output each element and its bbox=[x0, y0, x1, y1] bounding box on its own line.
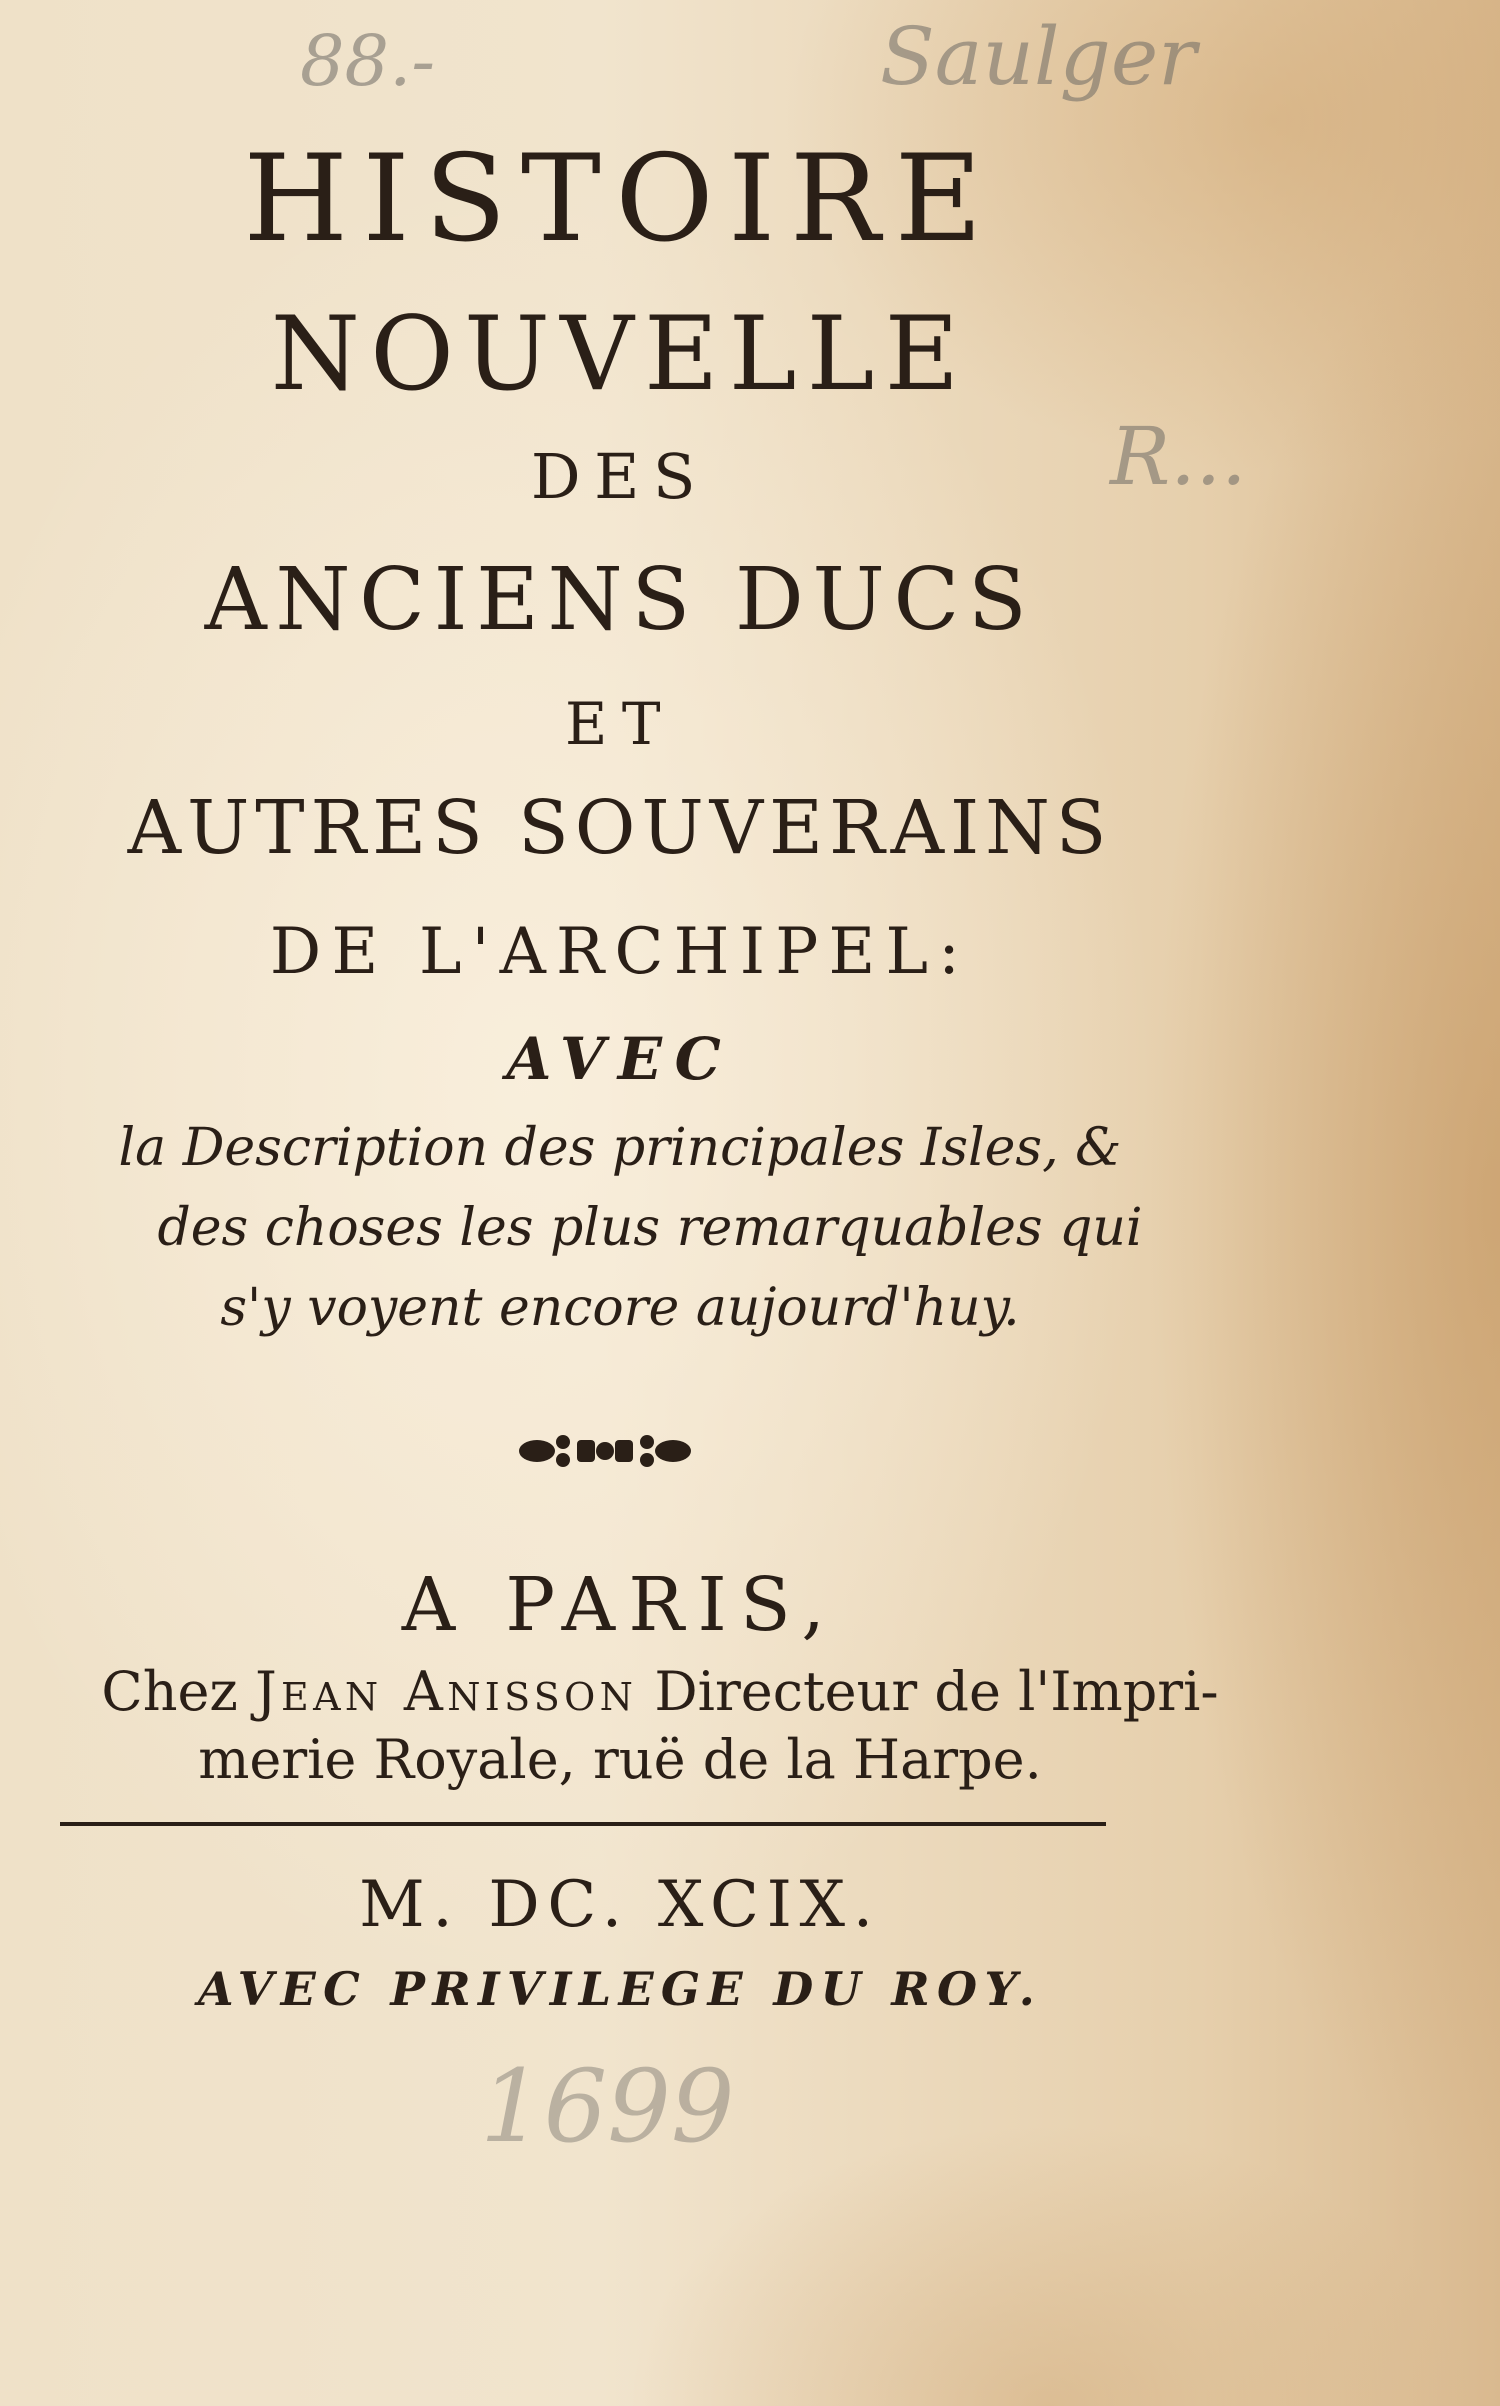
imprint-place: A PARIS, bbox=[401, 1562, 839, 1648]
subtitle-line-2: des choses les plus remarquables qui bbox=[157, 1198, 1143, 1258]
publisher-name: Jean Anisson bbox=[255, 1660, 638, 1723]
ornament-icon bbox=[515, 1426, 695, 1476]
title-histoire: HISTOIRE bbox=[243, 130, 997, 269]
title-et: ET bbox=[564, 690, 676, 758]
title-autres-souverains: AUTRES SOUVERAINS bbox=[127, 785, 1113, 871]
subtitle-line-3: s'y voyent encore aujourd'huy. bbox=[220, 1278, 1020, 1338]
publisher-prefix: Chez bbox=[101, 1660, 238, 1723]
pencil-margin-note: R... bbox=[1110, 410, 1247, 503]
title-anciens-ducs: ANCIENS DUCS bbox=[204, 550, 1036, 650]
pencil-year: 1699 bbox=[480, 2048, 735, 2165]
imprint-publisher bbox=[40, 1660, 1280, 1723]
title-nouvelle: NOUVELLE bbox=[270, 295, 970, 414]
title-archipel: DE L'ARCHIPEL: bbox=[269, 915, 971, 989]
pencil-shelfmark: 88.- bbox=[300, 20, 435, 102]
imprint-privilege: AVEC PRIVILEGE DU ROY. bbox=[197, 1962, 1043, 2016]
imprint-publisher-line-2: merie Royale, ruë de la Harpe. bbox=[198, 1728, 1042, 1791]
horizontal-rule bbox=[60, 1822, 1106, 1826]
title-des: DES bbox=[530, 440, 710, 513]
imprint-date: M. DC. XCIX. bbox=[359, 1868, 881, 1942]
publisher-suffix: Directeur de l'Impri- bbox=[654, 1660, 1219, 1723]
subtitle-line-1: la Description des principales Isles, & bbox=[118, 1118, 1122, 1178]
pencil-author-note: Saulger bbox=[880, 10, 1197, 103]
subtitle-avec: AVEC bbox=[506, 1025, 734, 1093]
